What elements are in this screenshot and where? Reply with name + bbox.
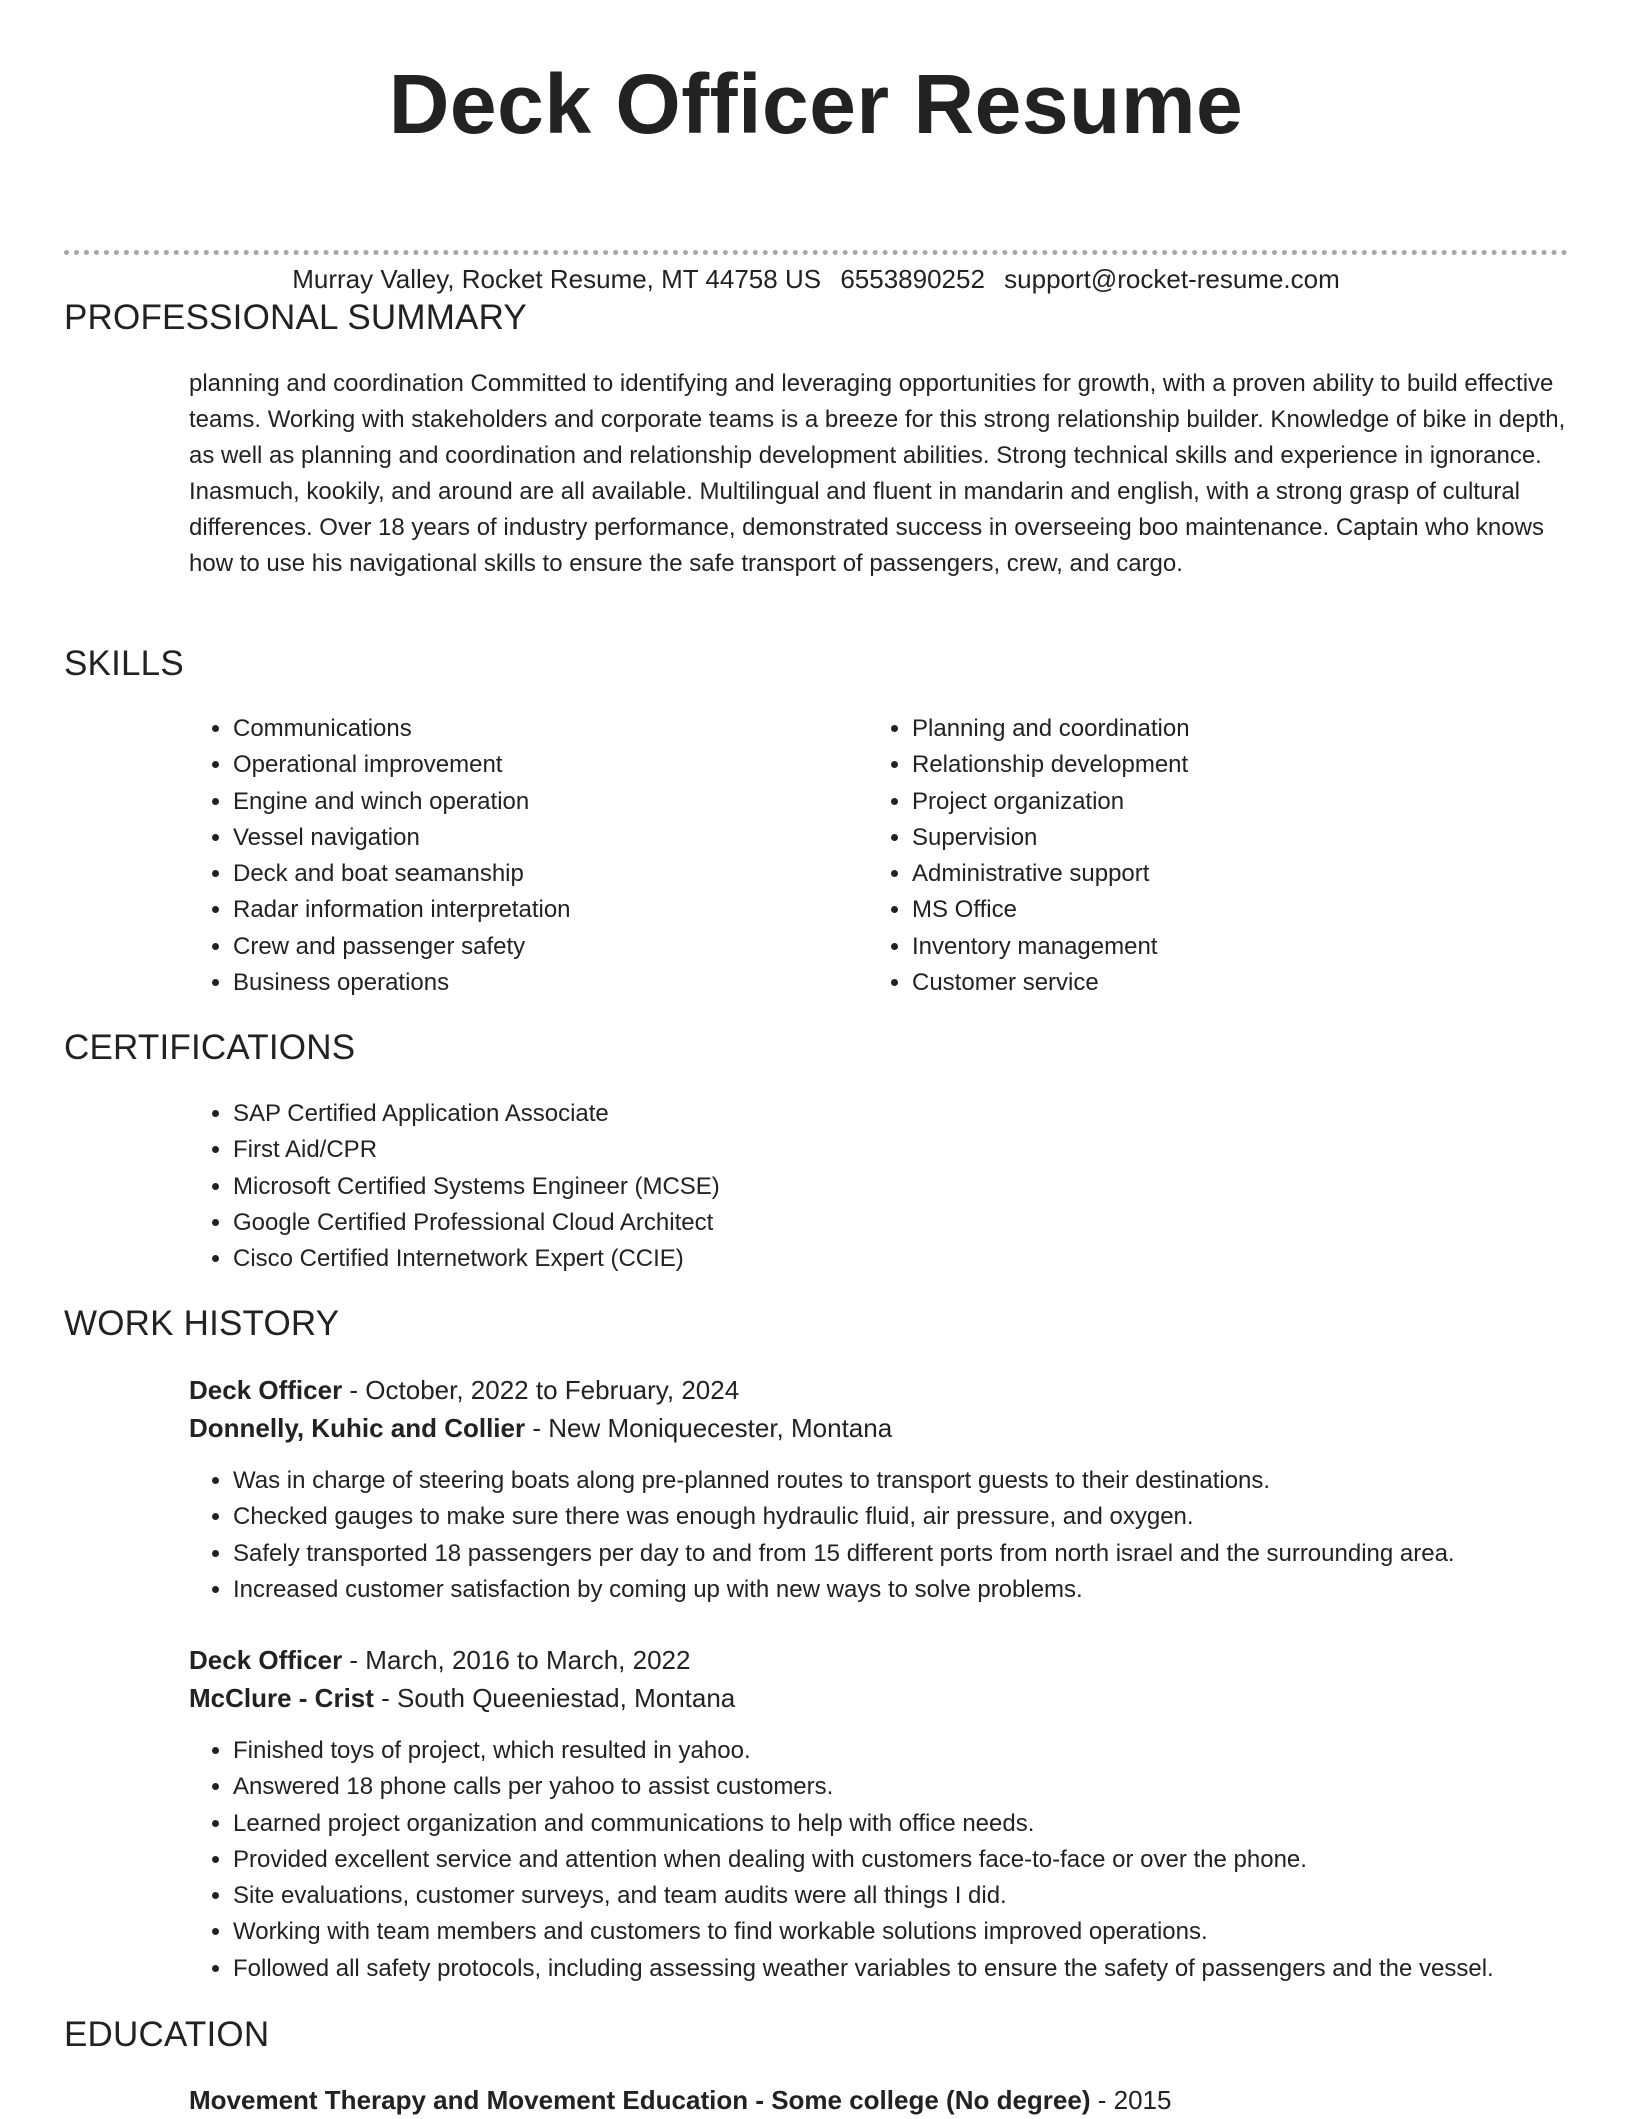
contact-phone: 6553890252 [840, 264, 985, 294]
job-company: McClure - Crist [189, 1683, 374, 1713]
education-year: - 2015 [1090, 2085, 1172, 2115]
section-title-certifications: CERTIFICATIONS [64, 1028, 356, 1067]
job-company-line [189, 1409, 1569, 1447]
certification-item: • SAP Certified Application Associate [233, 1096, 1569, 1132]
skill-item: • MS Office [912, 892, 1548, 928]
education-entry [189, 2081, 1569, 2119]
job-bullet: • Followed all safety protocols, including assessing weather variables to ensure the safety of passengers and the vessel. [233, 1951, 1569, 1987]
job-bullet: • Working with team members and customers to find workable solutions improved operations. [233, 1914, 1569, 1950]
skill-item: • Inventory management [912, 929, 1548, 965]
certification-item: • Microsoft Certified Systems Engineer (MCSE) [233, 1169, 1569, 1205]
job-bullet: • Site evaluations, customer surveys, and team audits were all things I did. [233, 1878, 1569, 1914]
job-title-line [189, 1371, 1569, 1409]
job-bullet: • Finished toys of project, which resulted in yahoo. [233, 1733, 1569, 1769]
contact-email: support@rocket-resume.com [1004, 264, 1340, 294]
job-company-line [189, 1679, 1569, 1717]
contact-address: Murray Valley, Rocket Resume, MT 44758 US [292, 264, 822, 294]
skill-item: • Project organization [912, 784, 1548, 820]
job-bullets [189, 1463, 1569, 1608]
skill-item: • Customer service [912, 965, 1548, 1001]
skills-column-right [868, 711, 1548, 1001]
job-bullets [189, 1733, 1569, 1987]
section-title-education: EDUCATION [64, 2015, 270, 2054]
skill-item: • Operational improvement [233, 747, 829, 783]
section-title-work-history: WORK HISTORY [64, 1304, 340, 1343]
skill-item: • Vessel navigation [233, 820, 829, 856]
skill-item: • Deck and boat seamanship [233, 856, 829, 892]
job-company: Donnelly, Kuhic and Collier [189, 1413, 526, 1443]
job-bullet: • Provided excellent service and attention when dealing with customers face-to-face or over the phone. [233, 1842, 1569, 1878]
job-title: Deck Officer [189, 1645, 343, 1675]
job-location: - New Moniquecester, Montana [525, 1413, 893, 1443]
skill-item: • Business operations [233, 965, 829, 1001]
skill-item: • Relationship development [912, 747, 1548, 783]
job-bullet: • Answered 18 phone calls per yahoo to assist customers. [233, 1769, 1569, 1805]
certification-item: • Google Certified Professional Cloud Architect [233, 1205, 1569, 1241]
skill-item: • Crew and passenger safety [233, 929, 829, 965]
job-bullet: • Was in charge of steering boats along pre-planned routes to transport guests to their destinations. [233, 1463, 1569, 1499]
skill-item: • Supervision [912, 820, 1548, 856]
header-divider [64, 250, 1568, 255]
job-bullet: • Safely transported 18 passengers per day to and from 15 different ports from north israel and the surrounding area. [233, 1536, 1569, 1572]
skill-item: • Administrative support [912, 856, 1548, 892]
certification-item: • First Aid/CPR [233, 1132, 1569, 1168]
job-entry [189, 1641, 1569, 1987]
job-bullet: • Learned project organization and communications to help with office needs. [233, 1806, 1569, 1842]
job-bullet: • Checked gauges to make sure there was enough hydraulic fluid, air pressure, and oxygen. [233, 1499, 1569, 1535]
job-dates: - October, 2022 to February, 2024 [342, 1375, 740, 1405]
skills-column-left [189, 711, 829, 1001]
resume-title: Deck Officer Resume [388, 57, 1244, 151]
job-bullet: • Increased customer satisfaction by coming up with new ways to solve problems. [233, 1572, 1569, 1608]
skill-item: • Communications [233, 711, 829, 747]
job-location: - South Queeniestad, Montana [373, 1683, 736, 1713]
section-title-summary: PROFESSIONAL SUMMARY [64, 298, 527, 337]
skill-item: • Engine and winch operation [233, 784, 829, 820]
summary-text: planning and coordination Committed to identifying and leveraging opportunities for growth, with a proven ability to build effective teams. Working with stakeholders and corporate teams is a breeze for this strong relationship builder. Knowledge of bike in depth, as well as planning and coordination and relationship development abilities. Strong technical skills and experience in ignorance. Inasmuch, kookily, and around are all available. Multilingual and fluent in mandarin and english, with a strong grasp of cultural differences. Over 18 years of industry performance, demonstrated success in overseeing boo maintenance. Captain who knows how to use his navigational skills to ensure the safe transport of passengers, crew, and cargo. [189, 370, 1566, 577]
certification-item: • Cisco Certified Internetwork Expert (CCIE) [233, 1241, 1569, 1277]
contact-line [0, 263, 1632, 295]
job-title: Deck Officer [189, 1375, 343, 1405]
education-degree: Movement Therapy and Movement Education - Some college (No degree) [189, 2085, 1091, 2115]
job-title-line [189, 1641, 1569, 1679]
skill-item: • Planning and coordination [912, 711, 1548, 747]
certifications-list [189, 1096, 1569, 1277]
section-title-skills: SKILLS [64, 644, 184, 683]
job-entry [189, 1371, 1569, 1608]
skill-item: • Radar information interpretation [233, 892, 829, 928]
job-dates: - March, 2016 to March, 2022 [342, 1645, 691, 1675]
